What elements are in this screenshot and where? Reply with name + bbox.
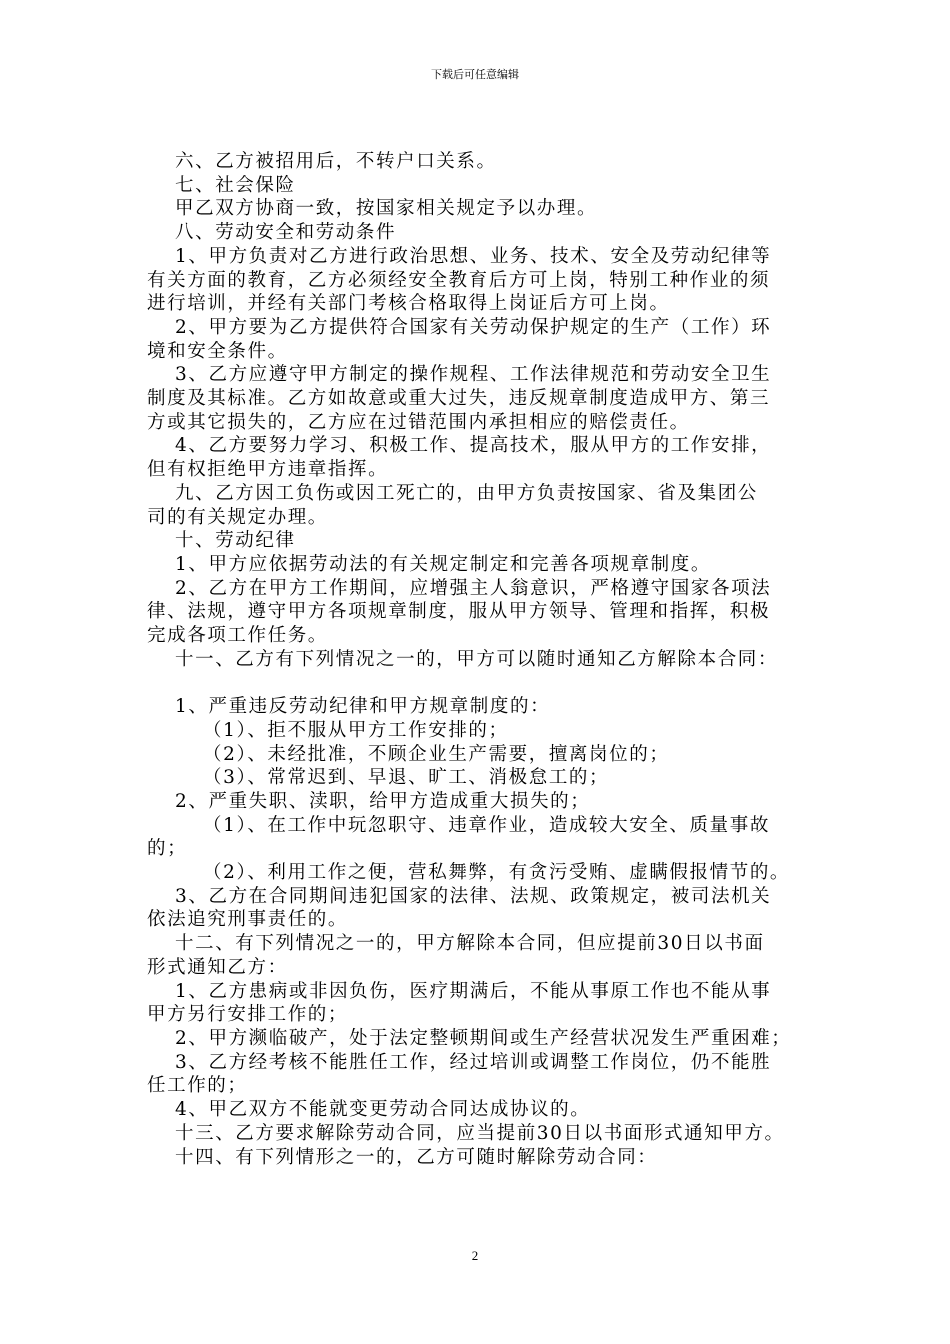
text-line: 九、乙方因工负伤或因工死亡的，由甲方负责按国家、省及集团公 xyxy=(175,482,758,504)
text-line: （1）、在工作中玩忽职守、违章作业，造成较大安全、质量事故 xyxy=(203,814,770,836)
text-line: 十二、有下列情况之一的，甲方解除本合同，但应提前30日以书面 xyxy=(175,933,765,955)
text-line: 完成各项工作任务。 xyxy=(147,625,328,647)
text-line: 3、乙方在合同期间违犯国家的法律、法规、政策规定，被司法机关 xyxy=(175,885,772,907)
text-line: 的； xyxy=(147,838,188,860)
text-line: 4、乙方要努力学习、积极工作、提高技术，服从甲方的工作安排， xyxy=(175,435,772,457)
text-line: 七、社会保险 xyxy=(175,174,296,196)
text-line: 十一、乙方有下列情况之一的，甲方可以随时通知乙方解除本合同： xyxy=(175,648,779,670)
text-line: 有关方面的教育，乙方必须经安全教育后方可上岗，特别工种作业的须 xyxy=(147,269,771,291)
text-line: 制度及其标准。乙方如故意或重大过失，违反规章制度造成甲方、第三 xyxy=(147,388,771,410)
text-line: 3、乙方经考核不能胜任工作，经过培训或调整工作岗位，仍不能胜 xyxy=(175,1051,772,1073)
text-line: 4、甲乙双方不能就变更劳动合同达成协议的。 xyxy=(175,1099,591,1121)
text-line: 依法追究刑事责任的。 xyxy=(147,909,349,931)
text-line: 方或其它损失的，乙方应在过错范围内承担相应的赔偿责任。 xyxy=(147,411,690,433)
text-line: 形式通知乙方： xyxy=(147,956,288,978)
blank-line xyxy=(147,671,847,695)
text-line: 十、劳动纪律 xyxy=(175,530,296,552)
text-line: 任工作的； xyxy=(147,1075,248,1097)
text-line: 3、乙方应遵守甲方制定的操作规程、工作法律规范和劳动安全卫生 xyxy=(175,364,772,386)
text-line: 司的有关规定办理。 xyxy=(147,506,328,528)
text-line: 八、劳动安全和劳动条件 xyxy=(175,222,397,244)
text-line: 甲方另行安排工作的； xyxy=(147,1004,349,1026)
text-line: 十三、乙方要求解除劳动合同，应当提前30日以书面形式通知甲方。 xyxy=(175,1122,785,1144)
text-line: 2、乙方在甲方工作期间，应增强主人翁意识，严格遵守国家各项法 xyxy=(175,577,772,599)
page-number: 2 xyxy=(471,1248,479,1263)
text-line: （2）、利用工作之便，营私舞弊，有贪污受贿、虚瞒假报情节的。 xyxy=(203,862,791,884)
text-line: 1、严重违反劳动纪律和甲方规章制度的： xyxy=(175,696,551,718)
text-line: 2、严重失职、渎职，给甲方造成重大损失的； xyxy=(175,790,591,812)
text-line: 甲乙双方协商一致，按国家相关规定予以办理。 xyxy=(175,198,598,220)
text-line: （3）、常常迟到、早退、旷工、消极怠工的； xyxy=(203,767,610,789)
text-line: 境和安全条件。 xyxy=(147,340,288,362)
page-header: 下载后可任意编辑 xyxy=(431,68,519,81)
text-line: 律、法规，遵守甲方各项规章制度，服从甲方领导、管理和指挥，积极 xyxy=(147,601,771,623)
text-line: （2）、未经批准，不顾企业生产需要，擅离岗位的； xyxy=(203,743,670,765)
text-line: 进行培训，并经有关部门考核合格取得上岗证后方可上岗。 xyxy=(147,293,670,315)
text-line: 六、乙方被招用后，不转户口关系。 xyxy=(175,151,497,172)
text-line: （1）、拒不服从甲方工作安排的； xyxy=(203,719,509,741)
text-line: 1、甲方负责对乙方进行政治思想、业务、技术、安全及劳动纪律等 xyxy=(175,245,772,267)
text-line: 但有权拒绝甲方违章指挥。 xyxy=(147,459,389,481)
text-line: 十四、有下列情形之一的，乙方可随时解除劳动合同： xyxy=(175,1146,658,1168)
text-line: 2、甲方濒临破产，处于法定整顿期间或生产经营状况发生严重困难； xyxy=(175,1028,792,1049)
text-line: 1、乙方患病或非因负伤，医疗期满后，不能从事原工作也不能从事 xyxy=(175,980,772,1002)
text-line: 2、甲方要为乙方提供符合国家有关劳动保护规定的生产（工作）环 xyxy=(175,316,772,338)
document-body xyxy=(147,150,847,1169)
text-line: 1、甲方应依据劳动法的有关规定制定和完善各项规章制度。 xyxy=(175,553,711,575)
